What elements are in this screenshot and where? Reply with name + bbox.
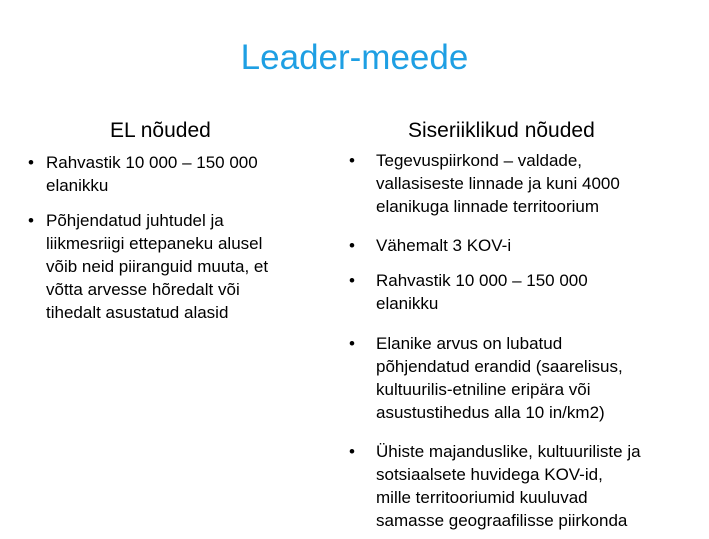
bullet-line: asustustihedus alla 10 in/km2) bbox=[376, 403, 605, 422]
bullet-icon: • bbox=[349, 271, 355, 290]
bullet-line: võtta arvesse hõredalt või bbox=[46, 280, 240, 299]
list-item bbox=[349, 269, 699, 315]
list-item bbox=[349, 440, 699, 532]
bullet-line: Ühiste majanduslike, kultuuriliste ja bbox=[376, 442, 641, 461]
list-item bbox=[349, 234, 699, 257]
bullet-icon: • bbox=[349, 442, 355, 461]
list-item bbox=[28, 151, 328, 197]
bullet-line: tihedalt asustatud alasid bbox=[46, 303, 229, 322]
eu-requirements-heading: EL nõuded bbox=[110, 119, 211, 142]
bullet-line: kultuurilis-etniline eripära või bbox=[376, 380, 591, 399]
bullet-line: mille territooriumid kuuluvad bbox=[376, 488, 588, 507]
bullet-line: elanikku bbox=[376, 294, 439, 313]
bullet-line: sotsiaalsete huvidega KOV-id, bbox=[376, 465, 603, 484]
bullet-line: Rahvastik 10 000 – 150 000 bbox=[376, 271, 588, 290]
bullet-line: liikmesriigi ettepaneku alusel bbox=[46, 234, 263, 253]
bullet-line: Elanike arvus on lubatud bbox=[376, 334, 563, 353]
bullet-line: Vähemalt 3 KOV-i bbox=[376, 236, 512, 255]
national-requirements-heading: Siseriiklikud nõuded bbox=[408, 119, 595, 142]
bullet-line: elanikuga linnade territoorium bbox=[376, 197, 600, 216]
eu-requirements-list bbox=[28, 151, 328, 324]
bullet-line: elanikku bbox=[46, 176, 109, 195]
bullet-line: Põhjendatud juhtudel ja bbox=[46, 211, 224, 230]
list-item bbox=[349, 149, 699, 218]
list-item bbox=[349, 332, 699, 424]
bullet-line: võib neid piiranguid muuta, et bbox=[46, 257, 269, 276]
bullet-icon: • bbox=[28, 211, 34, 230]
bullet-line: samasse geograafilisse piirkonda bbox=[376, 511, 628, 530]
list-item bbox=[28, 209, 328, 324]
bullet-icon: • bbox=[28, 153, 34, 172]
national-requirements-list bbox=[349, 149, 699, 532]
bullet-line: Tegevuspiirkond – valdade, bbox=[376, 151, 583, 170]
bullet-icon: • bbox=[349, 236, 355, 255]
bullet-icon: • bbox=[349, 334, 355, 353]
slide-title: Leader-meede bbox=[240, 38, 469, 77]
bullet-line: põhjendatud erandid (saarelisus, bbox=[376, 357, 623, 376]
bullet-icon: • bbox=[349, 151, 355, 170]
bullet-line: Rahvastik 10 000 – 150 000 bbox=[46, 153, 258, 172]
bullet-line: vallasiseste linnade ja kuni 4000 bbox=[376, 174, 620, 193]
